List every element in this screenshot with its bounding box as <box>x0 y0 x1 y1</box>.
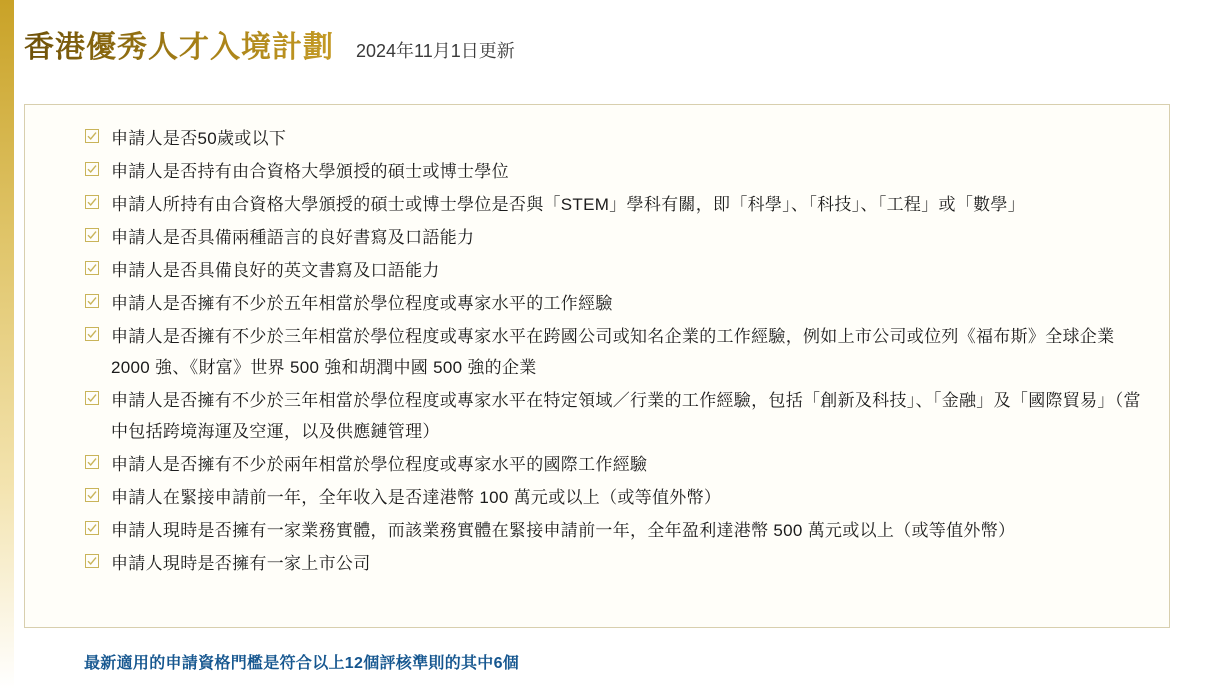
criteria-text: 申請人現時是否擁有一家業務實體，而該業務實體在緊接申請前一年，全年盈利達港幣 500 萬元或以上（或等值外幣） <box>111 521 1016 540</box>
checkbox-checked-icon[interactable] <box>85 162 111 176</box>
criteria-text: 申請人是否擁有不少於兩年相當於學位程度或專家水平的國際工作經驗 <box>111 455 648 474</box>
list-item[interactable] <box>85 156 1145 187</box>
checkbox-checked-icon[interactable] <box>85 554 111 568</box>
left-gold-edge-decoration <box>0 0 14 689</box>
list-item[interactable] <box>85 288 1145 319</box>
criteria-card <box>24 104 1170 628</box>
criteria-text: 申請人是否具備良好的英文書寫及口語能力 <box>111 261 440 280</box>
list-item[interactable] <box>85 255 1145 286</box>
checkbox-checked-icon[interactable] <box>85 294 111 308</box>
checkbox-checked-icon[interactable] <box>85 129 111 143</box>
footnote-text: 最新適用的申請資格門檻是符合以上12個評核準則的其中6個 <box>84 655 520 672</box>
criteria-text: 申請人在緊接申請前一年，全年收入是否達港幣 100 萬元或以上（或等值外幣） <box>111 488 722 507</box>
checkbox-checked-icon[interactable] <box>85 195 111 209</box>
page-title: 香港優秀人才入境計劃 <box>24 22 334 66</box>
criteria-text: 申請人所持有由合資格大學頒授的碩士或博士學位是否與「STEM」學科有關，即「科學」、「科技」、「工程」或「數學」 <box>111 195 1026 214</box>
checkbox-checked-icon[interactable] <box>85 261 111 275</box>
list-item[interactable] <box>85 482 1145 513</box>
page-header <box>24 22 515 66</box>
list-item[interactable] <box>85 123 1145 154</box>
criteria-text: 申請人現時是否擁有一家上市公司 <box>111 554 371 573</box>
list-item[interactable] <box>85 222 1145 253</box>
checkbox-checked-icon[interactable] <box>85 391 111 405</box>
criteria-text: 申請人是否持有由合資格大學頒授的碩士或博士學位 <box>111 162 509 181</box>
update-date-label: 2024年11月1日更新 <box>356 41 515 61</box>
list-item[interactable] <box>85 548 1145 579</box>
checkbox-checked-icon[interactable] <box>85 488 111 502</box>
list-item[interactable] <box>85 385 1145 447</box>
criteria-text: 申請人是否擁有不少於五年相當於學位程度或專家水平的工作經驗 <box>111 294 613 313</box>
criteria-list <box>85 123 1145 581</box>
criteria-text: 申請人是否擁有不少於三年相當於學位程度或專家水平在特定領域／行業的工作經驗，包括「創新及科技」、「金融」及「國際貿易」（當中包括跨境海運及空運，以及供應鏈管理） <box>111 391 1141 441</box>
criteria-text: 申請人是否50歲或以下 <box>111 129 287 148</box>
list-item[interactable] <box>85 449 1145 480</box>
list-item[interactable] <box>85 515 1145 546</box>
list-item[interactable] <box>85 321 1145 383</box>
criteria-text: 申請人是否具備兩種語言的良好書寫及口語能力 <box>111 228 475 247</box>
criteria-text: 申請人是否擁有不少於三年相當於學位程度或專家水平在跨國公司或知名企業的工作經驗，例如上市公司或位列《福布斯》全球企業 2000 強、《財富》世界 500 強和胡潤中國 500 強的企業 <box>111 327 1115 377</box>
checkbox-checked-icon[interactable] <box>85 327 111 341</box>
list-item[interactable] <box>85 189 1145 220</box>
checkbox-checked-icon[interactable] <box>85 455 111 469</box>
checkbox-checked-icon[interactable] <box>85 228 111 242</box>
checkbox-checked-icon[interactable] <box>85 521 111 535</box>
